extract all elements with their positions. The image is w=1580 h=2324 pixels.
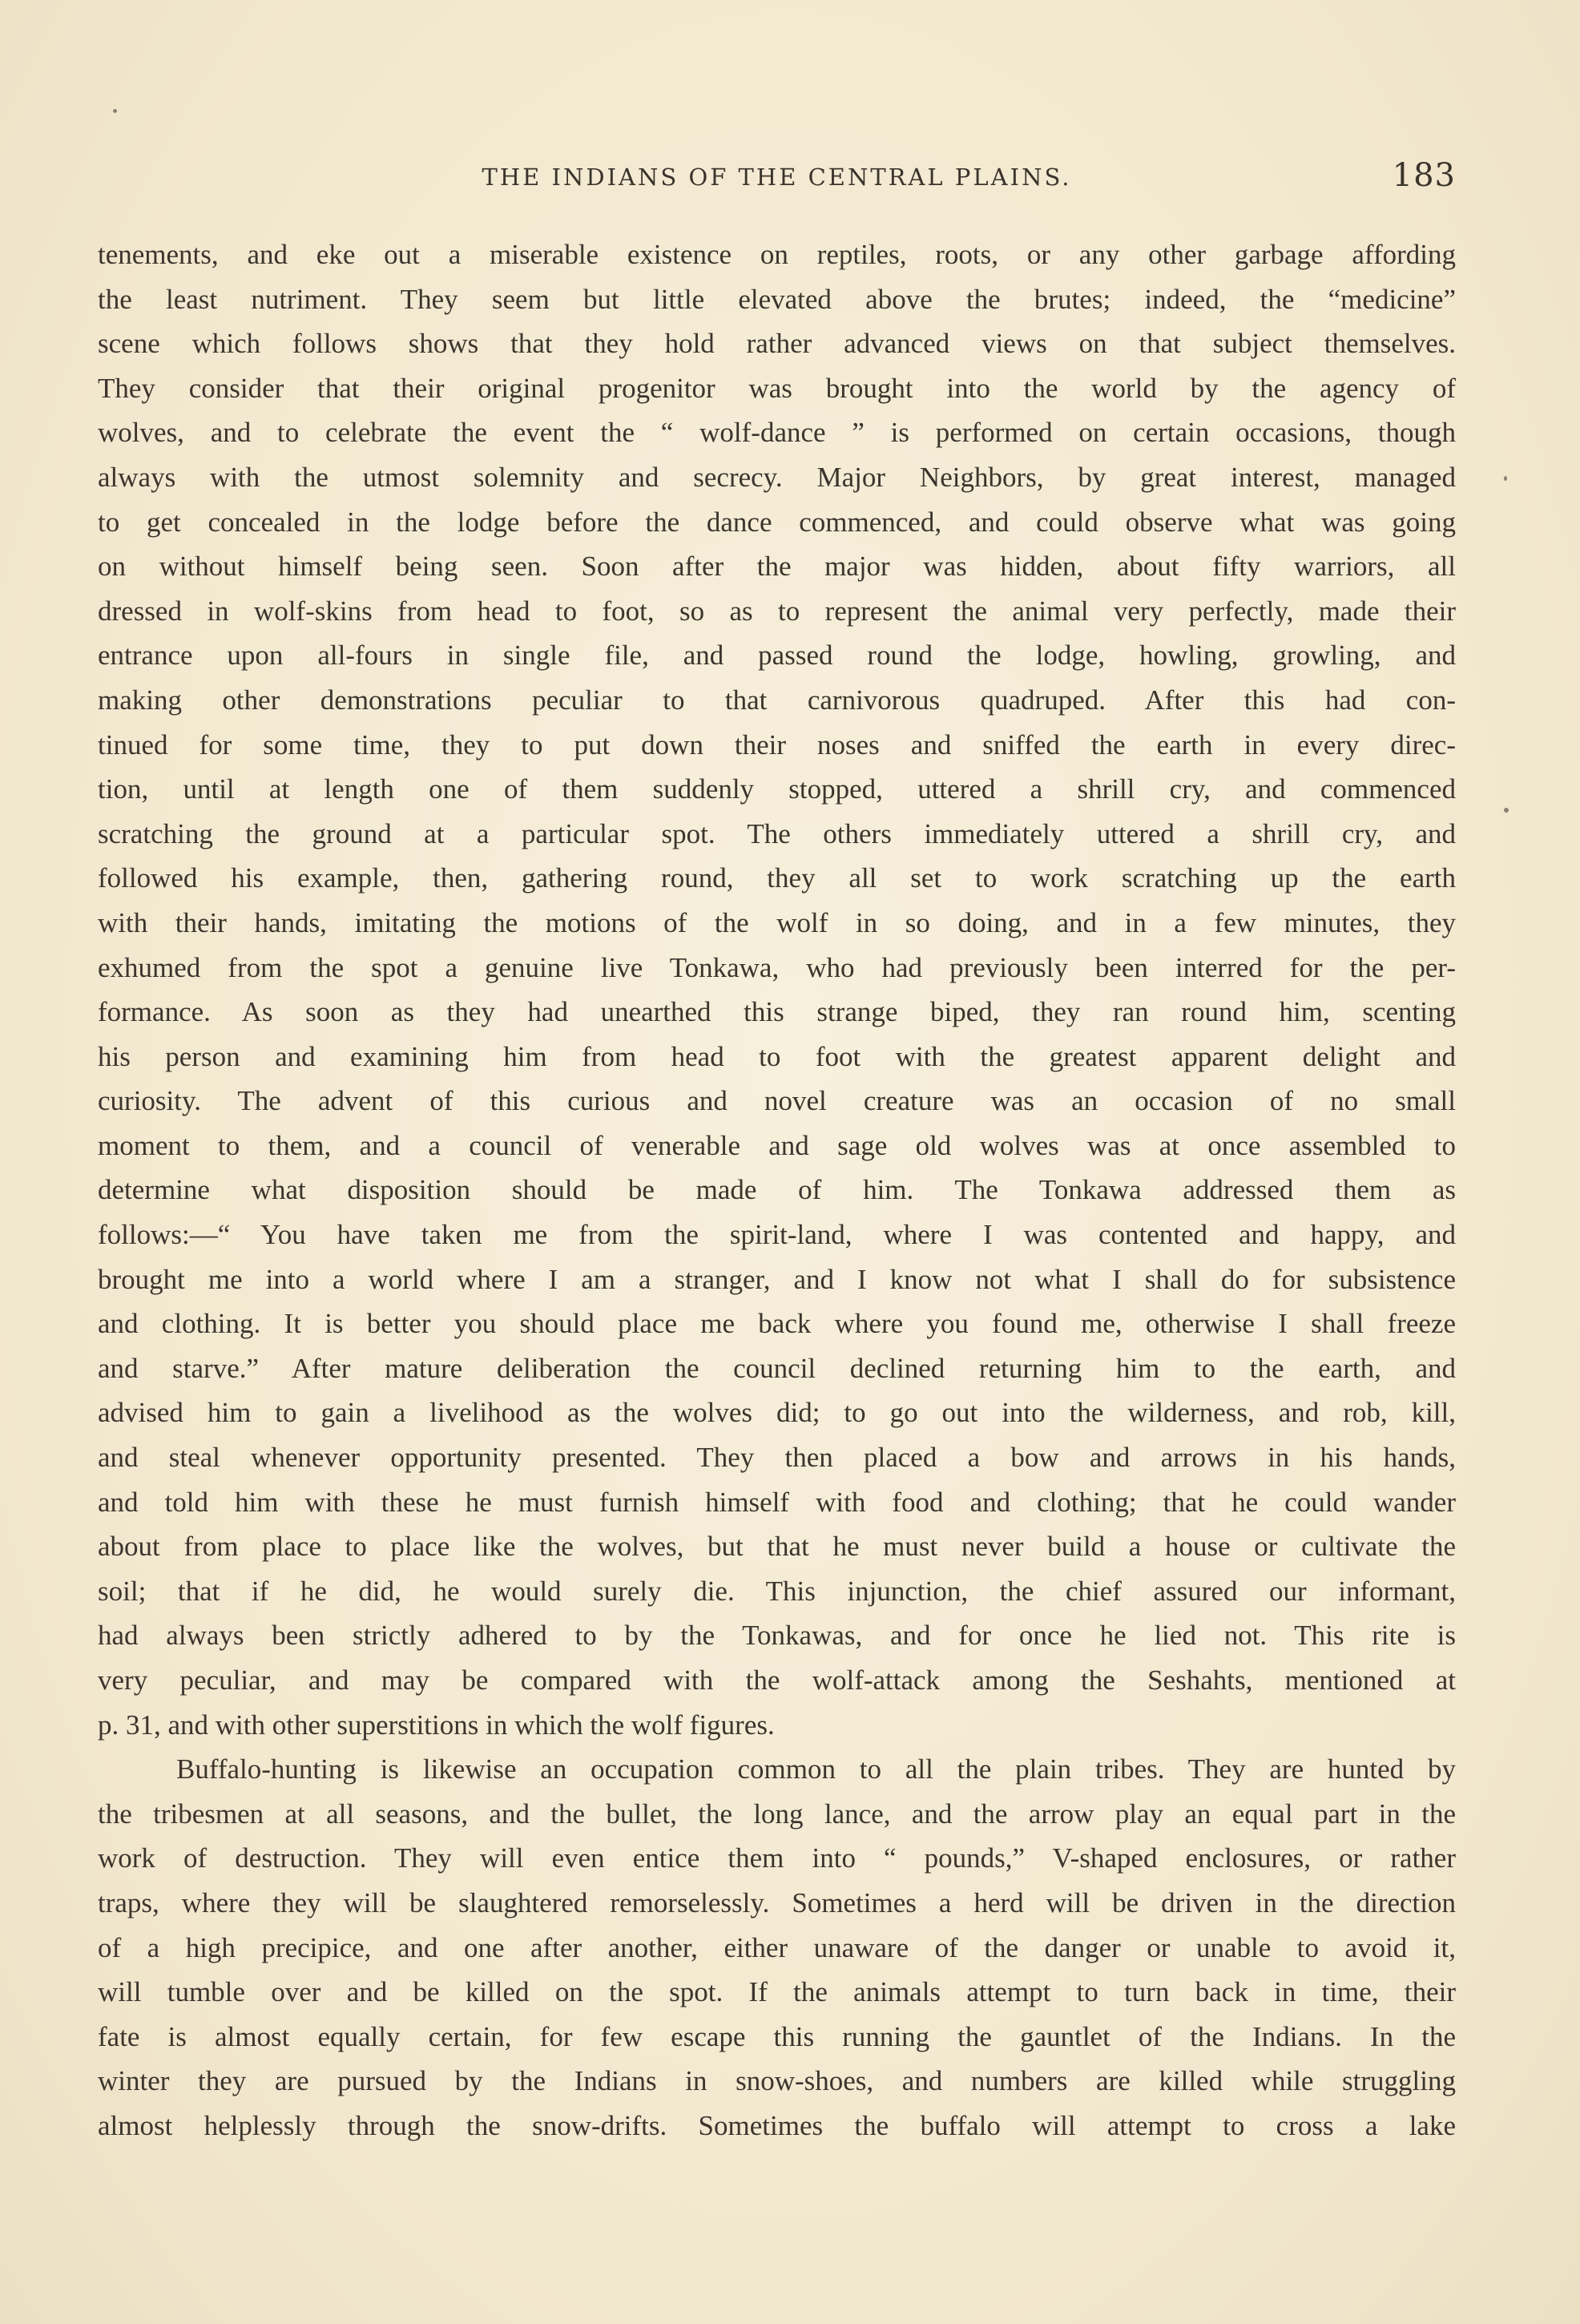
text-line: the tribesmen at all seasons, and the bullet, the long lance, and the arrow play an equal part in the [98, 1797, 1456, 1830]
text-line: and starve.” After mature deliberation the council declined returning him to the earth, and [98, 1352, 1456, 1384]
paragraph [98, 232, 1456, 1747]
text-line: and told him with these he must furnish himself with food and clothing; that he could wander [98, 1486, 1456, 1518]
text-line: follows:—“ You have taken me from the spirit-land, where I was contented and happy, and [98, 1219, 1456, 1251]
paragraph [98, 1747, 1456, 2148]
text-line: with their hands, imitating the motions of the wolf in so doing, and in a few minutes, they [98, 906, 1456, 938]
text-line: brought me into a world where I am a stranger, and I know not what I shall do for subsistence [98, 1263, 1456, 1295]
text-line: traps, where they will be slaughtered remorselessly. Sometimes a herd will be driven in the direction [98, 1886, 1456, 1919]
text-line: his person and examining him from head to foot with the greatest apparent delight and [98, 1040, 1456, 1072]
text-line: always with the utmost solemnity and secrecy. Major Neighbors, by great interest, managed [98, 461, 1456, 493]
text-line: wolves, and to celebrate the event the “ wolf-dance ” is performed on certain occasions, though [98, 417, 1456, 449]
text-line: will tumble over and be killed on the spot. If the animals attempt to turn back in time, their [98, 1976, 1456, 2008]
text-line: formance. As soon as they had unearthed this strange biped, they ran round him, scenting [98, 996, 1456, 1028]
text-line: tenements, and eke out a miserable existence on reptiles, roots, or any other garbage affording [98, 239, 1456, 270]
text-line: work of destruction. They will even entice them into “ pounds,” V-shaped enclosures, or rather [98, 1842, 1456, 1874]
text-line: fate is almost equally certain, for few escape this running the gauntlet of the Indians. In the [98, 2020, 1456, 2052]
text-line: and clothing. It is better you should place me back where you found me, otherwise I shall freeze [98, 1308, 1456, 1340]
text-line: curiosity. The advent of this curious and novel creature was an occasion of no small [98, 1085, 1456, 1117]
text-line: determine what disposition should be made of him. The Tonkawa addressed them as [98, 1174, 1456, 1206]
page-number: 183 [1392, 157, 1456, 194]
text-line: to get concealed in the lodge before the dance commenced, and could observe what was going [98, 506, 1456, 538]
text-line: on without himself being seen. Soon after the major was hidden, about fifty warriors, all [98, 551, 1456, 583]
text-line: the least nutriment. They seem but little elevated above the brutes; indeed, the “medicine” [98, 283, 1456, 315]
text-line: tinued for some time, they to put down their noses and sniffed the earth in every direc- [98, 728, 1456, 761]
paper-speck [113, 109, 117, 113]
text-line: and steal whenever opportunity presented. They then placed a bow and arrows in his hands, [98, 1442, 1456, 1474]
paper-speck [1504, 808, 1509, 813]
paper-speck [1504, 476, 1507, 481]
text-line: scratching the ground at a particular spot. The others immediately uttered a shrill cry, and [98, 817, 1456, 849]
text-line: winter they are pursued by the Indians in snow-shoes, and numbers are killed while struggling [98, 2065, 1456, 2097]
text-line: had always been strictly adhered to by the Tonkawas, and for once he lied not. This rite is [98, 1620, 1456, 1652]
text-line: followed his example, then, gathering round, they all set to work scratching up the earth [98, 862, 1456, 894]
text-line: tion, until at length one of them suddenly stopped, uttered a shrill cry, and commenced [98, 773, 1456, 805]
text-line: advised him to gain a livelihood as the wolves did; to go out into the wilderness, and rob, kill, [98, 1397, 1456, 1429]
text-line: soil; that if he did, he would surely die. This injunction, the chief assured our informant, [98, 1575, 1456, 1607]
text-line: scene which follows shows that they hold rather advanced views on that subject themselves. [98, 328, 1456, 360]
text-line: exhumed from the spot a genuine live Tonkawa, who had previously been interred for the per- [98, 951, 1456, 983]
text-line: dressed in wolf-skins from head to foot, so as to represent the animal very perfectly, made their [98, 595, 1456, 627]
text-line: almost helplessly through the snow-drifts. Sometimes the buffalo will attempt to cross a lake [98, 2109, 1456, 2141]
text-line: entrance upon all-fours in single file, and passed round the lodge, howling, growling, and [98, 640, 1456, 672]
text-line: of a high precipice, and one after another, either unaware of the danger or unable to avoid it, [98, 1931, 1456, 1963]
text-line: Buffalo-hunting is likewise an occupation common to all the plain tribes. They are hunted by [176, 1753, 1456, 1785]
text-line: making other demonstrations peculiar to that carnivorous quadruped. After this had con- [98, 684, 1456, 716]
text-line: They consider that their original progenitor was brought into the world by the agency of [98, 372, 1456, 404]
text-line: p. 31, and with other superstitions in which the wolf figures. [98, 1709, 775, 1741]
page-header [98, 157, 1456, 205]
text-line: about from place to place like the wolves, but that he must never build a house or cultivate the [98, 1531, 1456, 1563]
text-line: very peculiar, and may be compared with the wolf-attack among the Seshahts, mentioned at [98, 1664, 1456, 1696]
body-text [98, 232, 1456, 2148]
text-line: moment to them, and a council of venerable and sage old wolves was at once assembled to [98, 1129, 1456, 1161]
running-title: THE INDIANS OF THE CENTRAL PLAINS. [482, 163, 1072, 191]
